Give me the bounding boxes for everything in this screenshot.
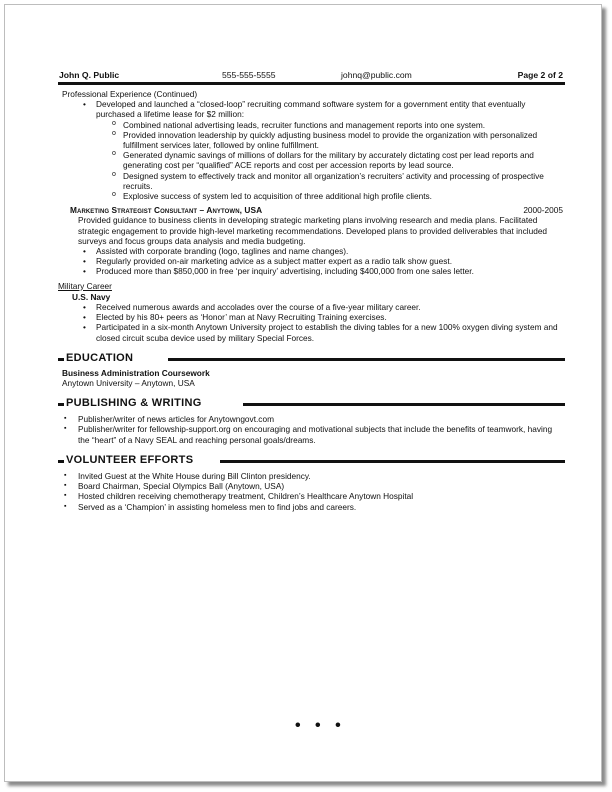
list-item: • Assisted with corporate branding (logo, taglines and name changes). bbox=[58, 246, 565, 256]
list-item: o Combined national advertising leads, recruiter functions and management reports into one system. bbox=[58, 120, 565, 130]
publishing-bullets bbox=[58, 414, 565, 445]
education-school: Anytown University – Anytown, USA bbox=[62, 378, 195, 389]
list-item: o Generated dynamic savings of millions of dollars for the military by accurately dictating cost per lead reports and generating cost per “qualified” ACE reports and cost per accession reports by lead source. bbox=[58, 150, 565, 170]
job-dates: 2000-2005 bbox=[523, 205, 563, 216]
list-item: ▪ Invited Guest at the White House during Bill Clinton presidency. bbox=[58, 471, 565, 481]
section-title: VOLUNTEER EFFORTS bbox=[66, 454, 196, 467]
experience-list bbox=[58, 99, 565, 201]
job-separator: – bbox=[197, 205, 207, 216]
list-item: o Provided innovation leadership by quickly adjusting business model to provide the organization with personalized fulfillment services later, followed by online fulfillment. bbox=[58, 130, 565, 150]
phone-number: 555-555-5555 bbox=[222, 70, 276, 80]
list-item: o Explosive success of system led to acquisition of three additional high profile clients. bbox=[58, 191, 565, 201]
section-rule-left bbox=[58, 358, 64, 361]
section-title: PUBLISHING & WRITING bbox=[66, 397, 205, 410]
section-rule-left bbox=[58, 403, 64, 406]
job-description: Provided guidance to business clients in developing strategic marketing plans involving research and media plans. Facilitated strategic engagement to provide high-level marketing recommendations. Developed plans to provided deliverables that included surveys and focus groups data analysis and media budgeting. bbox=[78, 215, 548, 246]
page-header bbox=[58, 70, 565, 81]
list-item: • Regularly provided on-air marketing advice as a subject matter expert as a radio talk show guest. bbox=[58, 256, 565, 266]
list-item: • Participated in a six-month Anytown University project to establish the diving tables for a new 100% oxygen diving system and closed circuit scuba device used by military Special Forces. bbox=[58, 322, 565, 342]
job-location: Anytown, USA bbox=[206, 205, 263, 216]
experience-continued-title: Professional Experience (Continued) bbox=[62, 89, 198, 99]
list-item: • Produced more than $850,000 in free ‘per inquiry’ advertising, including $400,000 from one sales letter. bbox=[58, 266, 565, 276]
resume-page bbox=[4, 4, 602, 782]
section-title: EDUCATION bbox=[66, 352, 136, 365]
education-section-heading bbox=[58, 352, 565, 366]
list-item: • Elected by his 80+ peers as ‘Honor’ man at Navy Recruiting Training exercises. bbox=[58, 312, 565, 322]
military-title: Military Career bbox=[58, 280, 112, 291]
section-rule-right bbox=[220, 460, 565, 463]
job-title: Marketing Strategist Consultant bbox=[70, 205, 198, 216]
education-degree: Business Administration Coursework bbox=[62, 367, 210, 378]
military-branch: U.S. Navy bbox=[72, 291, 111, 302]
volunteer-section-heading bbox=[58, 454, 565, 468]
list-item: ▪ Publisher/writer for fellowship-support.org on encouraging and motivational subjects that include the benefits of teamwork, having the “heart” of a Navy SEAL and reaching personal goals/dreams. bbox=[58, 424, 565, 444]
list-item: ▪ Publisher/writer of news articles for Anytowngovt.com bbox=[58, 414, 565, 424]
list-item: ▪ Hosted children receiving chemotherapy treatment, Children’s Healthcare Anytown Hospital bbox=[58, 491, 565, 501]
section-rule-right bbox=[243, 403, 565, 406]
military-bullets bbox=[58, 302, 565, 343]
page-number: Page 2 of 2 bbox=[517, 70, 563, 80]
list-item: o Designed system to effectively track and monitor all organization’s recruiters’ activity and processing of prospective recruits. bbox=[58, 171, 565, 191]
volunteer-bullets bbox=[58, 471, 565, 512]
experience-bullet: Developed and launched a “closed-loop” recruiting command software system for a government entity that eventually purchased a lifetime lease for $2 million: bbox=[96, 99, 526, 120]
email-address: johnq@public.com bbox=[341, 70, 412, 80]
experience-sub-list bbox=[58, 120, 565, 202]
list-item: ▪ Served as a ‘Champion’ in assisting homeless men to find jobs and careers. bbox=[58, 502, 565, 512]
candidate-name: John Q. Public bbox=[59, 70, 120, 80]
header-rule bbox=[58, 82, 565, 85]
publishing-section-heading bbox=[58, 397, 565, 411]
continuation-dots: • • • bbox=[295, 717, 346, 734]
job-bullets bbox=[58, 246, 565, 277]
job-header bbox=[58, 205, 565, 215]
list-item: ▪ Board Chairman, Special Olympics Ball (Anytown, USA) bbox=[58, 481, 565, 491]
section-rule-left bbox=[58, 460, 64, 463]
list-item: • Received numerous awards and accolades over the course of a five-year military career. bbox=[58, 302, 565, 312]
section-rule-right bbox=[168, 358, 565, 361]
resume-content bbox=[58, 70, 565, 512]
list-item bbox=[58, 99, 565, 201]
